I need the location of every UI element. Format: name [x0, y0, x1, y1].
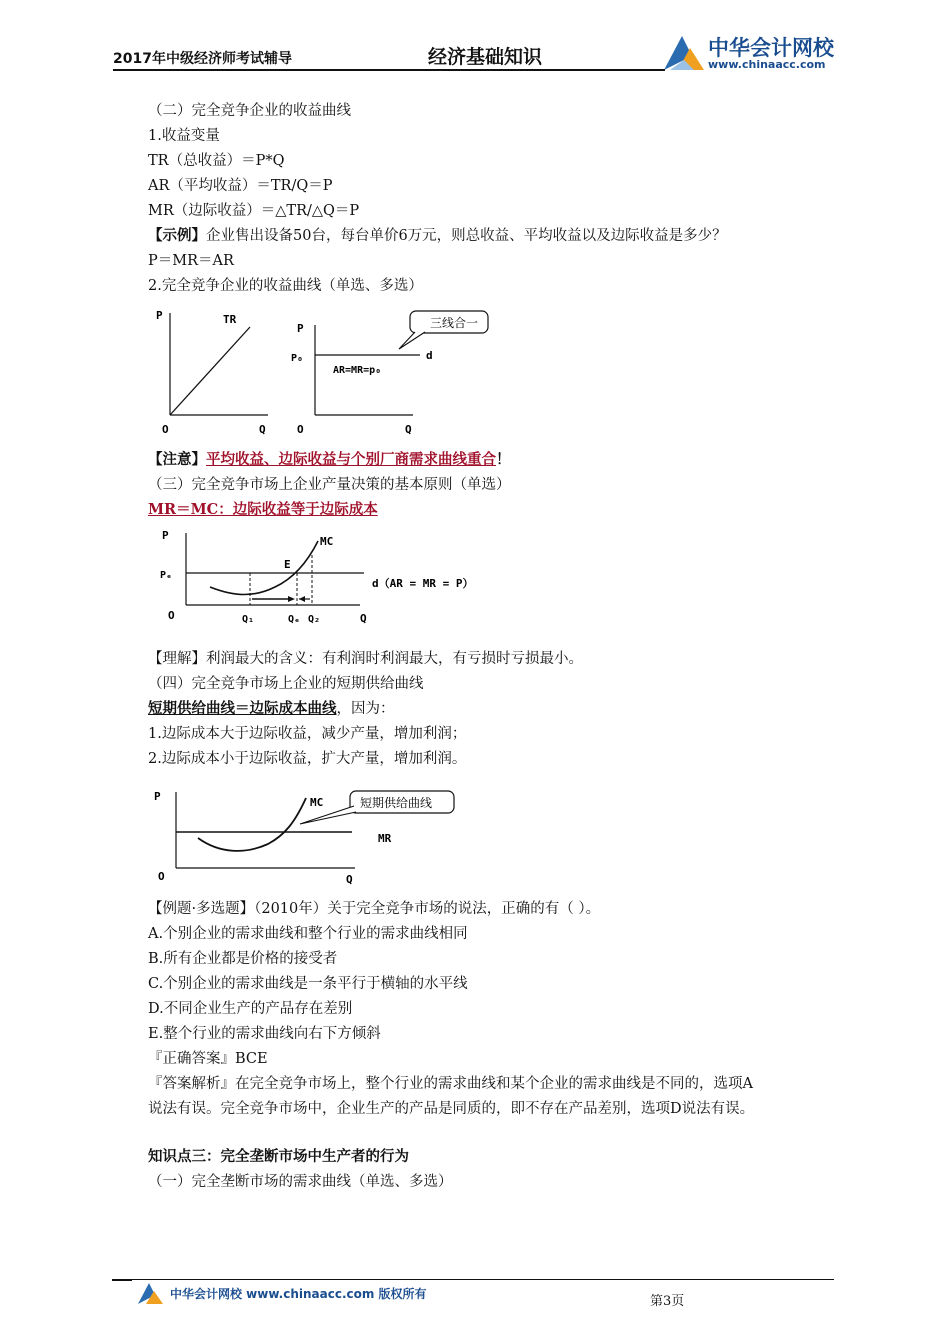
d-label: d: [426, 349, 433, 362]
ar-mr-label: AR=MR=p₀: [333, 365, 382, 376]
axis-q-label: Q: [346, 873, 353, 886]
option-e: E.整个行业的需求曲线向右下方倾斜: [148, 1026, 381, 1042]
origin-label: O: [297, 423, 304, 436]
note-label: 【注意】: [148, 451, 206, 468]
section-title-4: （四）完全竞争市场上企业的短期供给曲线: [148, 676, 424, 692]
logo-triangle-icon: [660, 30, 706, 74]
formula-mr: MR（边际收益）＝△TR/△Q＝P: [148, 203, 360, 219]
knowledge-point-3: 知识点三：完全垄断市场中生产者的行为: [148, 1148, 409, 1165]
section-title-2: （二）完全竞争企业的收益曲线: [148, 103, 351, 119]
option-c: C.个别企业的需求曲线是一条平行于横轴的水平线: [148, 976, 468, 992]
section-title-monopoly: （一）完全垄断市场的需求曲线（单选、多选）: [148, 1174, 453, 1190]
supply-curve-line: [148, 699, 395, 719]
q2-label: Q₂: [308, 614, 321, 625]
reason-2: 2.边际成本小于边际收益，扩大产量，增加利润。: [148, 751, 467, 767]
supply-curve-figure: [150, 782, 470, 890]
header-logo[interactable]: [660, 30, 860, 76]
text-line: 2.完全竞争企业的收益曲线（单选、多选）: [148, 278, 423, 294]
footer-copyright[interactable]: 中华会计网校 www.chinaacc.com 版权所有: [170, 1287, 427, 1301]
option-a: A.个别企业的需求曲线和整个行业的需求曲线相同: [148, 926, 468, 942]
tr-curve-figure: [150, 305, 280, 440]
note-highlight: 平均收益、边际收益与个别厂商需求曲线重合: [206, 451, 496, 468]
understanding-line: 【理解】利润最大的含义：有利润时利润最大，有亏损时亏损最小。: [148, 651, 583, 667]
mr-label: MR: [378, 832, 392, 845]
mc-label: MC: [320, 535, 334, 548]
header-divider: [113, 69, 665, 71]
d-label: d（AR = MR = P）: [372, 577, 474, 590]
example-text: 企业售出设备50台，每台单价6万元，则总收益、平均收益以及边际收益是多少？: [206, 228, 727, 244]
example-label: 【示例】: [148, 227, 206, 244]
mr-mc-highlight: MR＝MC：边际收益等于边际成本: [148, 501, 378, 518]
mr-mc-figure: [150, 525, 490, 633]
p0-label: P₀: [291, 353, 304, 364]
formula-ar: AR（平均收益）＝TR/Q＝P: [148, 178, 333, 194]
equality-line: P＝MR＝AR: [148, 253, 234, 269]
page-number: 第3页: [650, 1294, 685, 1309]
note-line: [148, 450, 511, 470]
axis-q-label: Q: [360, 612, 367, 625]
callout-supply-curve: 短期供给曲线: [360, 796, 433, 810]
axis-q-label: Q: [259, 423, 266, 436]
origin-label: O: [168, 609, 175, 622]
footer-logo-icon: [136, 1280, 166, 1306]
example-line: [148, 226, 727, 246]
origin-label: O: [162, 423, 169, 436]
axis-p-label: P: [156, 309, 163, 322]
logo-name: 中华会计网校: [708, 36, 834, 60]
pe-label: Pₑ: [160, 570, 173, 581]
qe-label: Qₑ: [288, 614, 301, 625]
text-line: 1.收益变量: [148, 128, 220, 144]
option-b: B.所有企业都是价格的接受者: [148, 951, 338, 967]
note-exclaim: ！: [496, 451, 511, 468]
tr-label: TR: [223, 313, 237, 326]
section-title-3: （三）完全竞争市场上企业产量决策的基本原则（单选）: [148, 477, 511, 493]
formula-tr: TR（总收益）＝P*Q: [148, 153, 285, 169]
callout-three-lines: 三线合一: [430, 316, 479, 330]
mr-mc-rule: [148, 500, 378, 520]
header-course-title: 2017年中级经济师考试辅导: [113, 51, 292, 67]
header-subject: 经济基础知识: [428, 46, 543, 68]
q1-label: Q₁: [242, 614, 255, 625]
footer-divider: [112, 1279, 834, 1280]
analysis-line-1: 『答案解析』在完全竞争市场上，整个行业的需求曲线和某个企业的需求曲线是不同的，选项A: [148, 1076, 753, 1092]
ar-mr-figure: [285, 305, 495, 440]
e-label: E: [284, 558, 291, 571]
supply-curve-suffix: ，因为：: [336, 701, 395, 717]
axis-p-label: P: [154, 790, 161, 803]
logo-url: www.chinaacc.com: [708, 58, 826, 71]
axis-p-label: P: [297, 322, 304, 335]
axis-q-label: Q: [405, 423, 412, 436]
supply-curve-highlight: 短期供给曲线＝边际成本曲线: [148, 700, 337, 717]
mc-label: MC: [310, 796, 324, 809]
axis-p-label: P: [162, 529, 169, 542]
question-stem: 【例题·多选题】（2010年）关于完全竞争市场的说法，正确的有（ ）。: [148, 901, 601, 917]
origin-label: O: [158, 870, 165, 883]
analysis-line-2: 说法有误。完全竞争市场中，企业生产的产品是同质的，即不存在产品差别，选项D说法有误。: [148, 1101, 755, 1117]
correct-answer: 『正确答案』BCE: [148, 1051, 268, 1067]
reason-1: 1.边际成本大于边际收益，减少产量，增加利润；: [148, 726, 467, 742]
option-d: D.不同企业生产的产品存在差别: [148, 1001, 353, 1017]
